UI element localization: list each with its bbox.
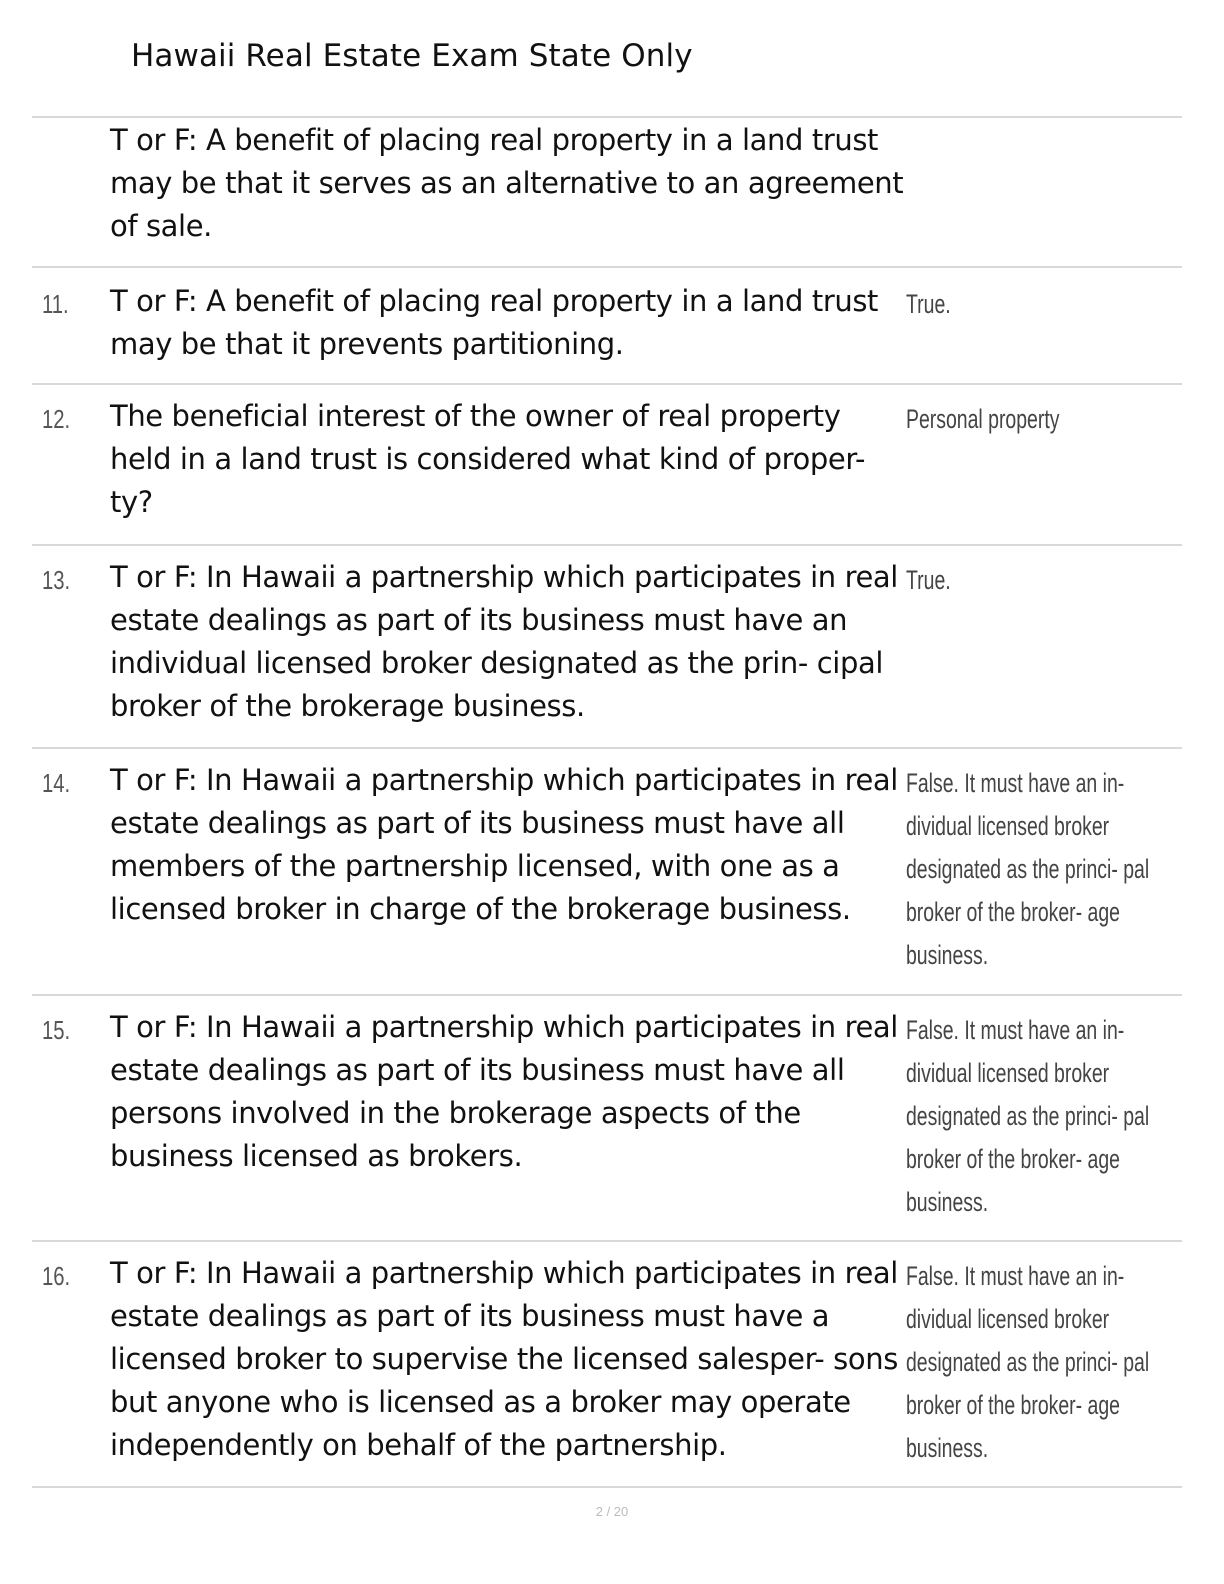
- card-term: T or F: A benefit of placing real property in a land trust may be that it prevents partitioning.: [110, 284, 878, 361]
- card-term: T or F: In Hawaii a partnership which participates in real estate dealings as part of its business must have an individual licensed broker designated as the prin- cipal broker of the brokerage business.: [110, 560, 898, 723]
- card-number: 12.: [42, 404, 71, 434]
- card-term: T or F: In Hawaii a partnership which participates in real estate dealings as part of its business must have a licensed broker to supervise the licensed salesper- sons but anyone who is licensed as a broker may operate independently on behalf of the partnership.: [110, 1256, 898, 1462]
- card-number: 13.: [42, 565, 71, 595]
- flashcard: [32, 1242, 1182, 1488]
- card-term: T or F: In Hawaii a partnership which participates in real estate dealings as part of its business must have all persons involved in the brokerage aspects of the business licensed as brokers.: [110, 1010, 898, 1173]
- card-number: 11.: [42, 289, 69, 319]
- card-number: 14.: [42, 768, 71, 798]
- flashcard-list: [32, 118, 1182, 1488]
- card-definition: False. It must have an in- dividual licensed broker designated as the princi- pal broker of the broker- age business.: [906, 1015, 1150, 1217]
- card-definition: True.: [906, 289, 951, 319]
- card-definition: True.: [906, 565, 951, 595]
- page-number: 2 / 20: [595, 1504, 629, 1519]
- card-definition: False. It must have an in- dividual licensed broker designated as the princi- pal broker of the broker- age business.: [906, 1261, 1150, 1463]
- flashcard: [32, 118, 1182, 268]
- card-term: T or F: In Hawaii a partnership which participates in real estate dealings as part of its business must have all members of the partnership licensed, with one as a licensed broker in charge of the brokerage business.: [110, 763, 898, 926]
- card-number: 15.: [42, 1015, 71, 1045]
- card-term: The beneficial interest of the owner of real property held in a land trust is considered what kind of proper- ty?: [110, 399, 866, 519]
- page-title: Hawaii Real Estate Exam State Only: [131, 38, 693, 74]
- flashcard: [32, 749, 1182, 996]
- card-definition: Personal property: [906, 404, 1060, 434]
- card-number: 16.: [42, 1261, 71, 1291]
- card-term: T or F: A benefit of placing real property in a land trust may be that it serves as an alternative to an agreement of sale.: [110, 123, 904, 243]
- flashcard: [32, 996, 1182, 1242]
- card-definition: False. It must have an in- dividual licensed broker designated as the princi- pal broker of the broker- age business.: [906, 768, 1150, 970]
- flashcard: [32, 268, 1182, 385]
- flashcard: [32, 546, 1182, 749]
- flashcard: [32, 385, 1182, 546]
